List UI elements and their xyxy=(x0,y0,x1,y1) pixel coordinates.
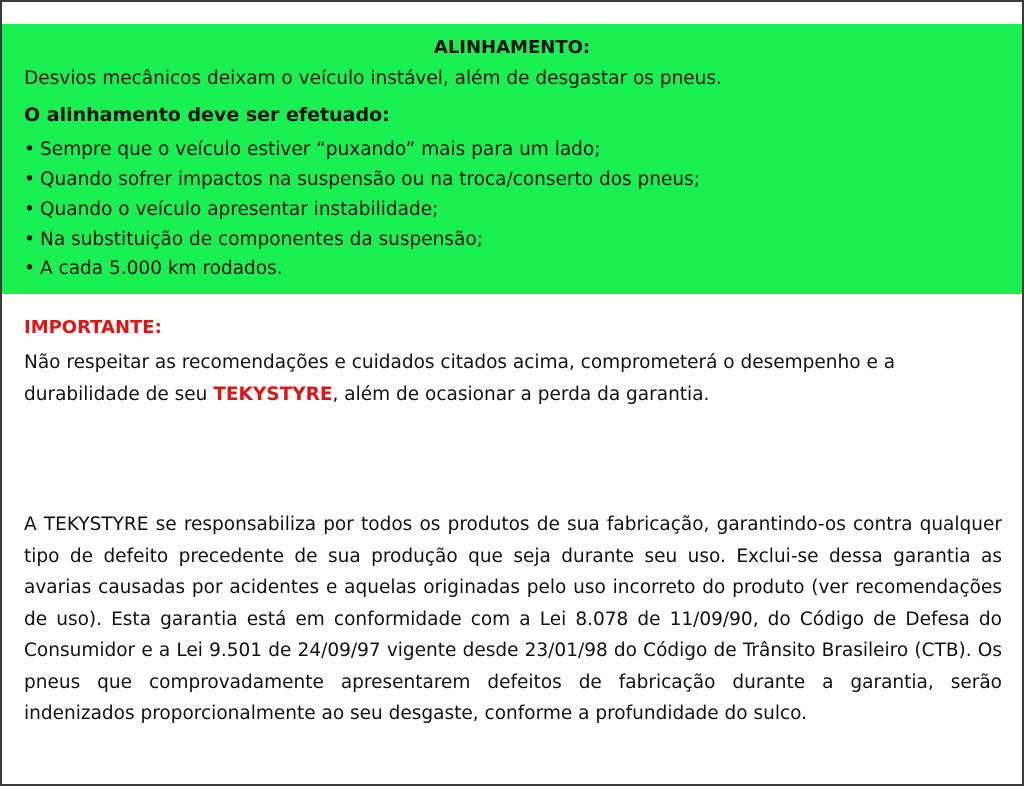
importante-title: IMPORTANTE: xyxy=(24,317,162,338)
alinhamento-intro: Desvios mecânicos deixam o veículo instável, além de desgastar os pneus. xyxy=(24,68,722,89)
list-item xyxy=(24,137,600,163)
list-item-text: Quando sofrer impactos na suspensão ou na troca/conserto dos pneus; xyxy=(40,169,701,190)
bullet-icon: • xyxy=(24,199,35,220)
list-item-text: A cada 5.000 km rodados. xyxy=(40,258,283,279)
alinhamento-title: ALINHAMENTO: xyxy=(433,37,591,58)
importante-text-before: Não respeitar as recomendações e cuidados citados acima, comprometerá o desempenho e a durabilidade de seu xyxy=(24,352,896,405)
list-item xyxy=(24,197,438,223)
brand-name: TEKYSTYRE xyxy=(213,384,333,405)
bullet-icon: • xyxy=(24,258,35,279)
bullet-icon: • xyxy=(24,139,35,160)
list-item-text: Na substituição de componentes da suspensão; xyxy=(40,229,483,250)
importante-text xyxy=(24,347,1004,411)
alinhamento-panel xyxy=(2,24,1022,294)
list-item xyxy=(24,256,283,282)
importante-text-after: , além de ocasionar a perda da garantia. xyxy=(332,384,710,405)
list-item-text: Quando o veículo apresentar instabilidade; xyxy=(40,199,439,220)
alinhamento-subtitle: O alinhamento deve ser efetuado: xyxy=(24,104,390,126)
bullet-icon: • xyxy=(24,229,35,250)
list-item-text: Sempre que o veículo estiver “puxando” mais para um lado; xyxy=(40,139,601,160)
warranty-paragraph: A TEKYSTYRE se responsabiliza por todos os produtos de sua fabricação, garantindo-os contra qualquer tipo de defeito precedente de sua produção que seja durante seu uso. Exclui-se dessa garantia as avarias causadas por acidentes e aquelas originadas pelo uso incorreto do produto (ver recomendações de uso). Esta garantia está em conformidade com a Lei 8.078 de 11/09/90, do Código de Defesa do Consumidor e a Lei 9.501 de 24/09/97 vigente desde 23/01/98 do Código de Trânsito Brasileiro (CTB). Os pneus que comprovadamente apresentarem defeitos de fabricação durante a garantia, serão indenizados proporcionalmente ao seu desgaste, conforme a profundidade do sulco. xyxy=(24,514,1002,724)
bullet-icon: • xyxy=(24,169,35,190)
list-item xyxy=(24,227,483,253)
list-item xyxy=(24,167,700,193)
